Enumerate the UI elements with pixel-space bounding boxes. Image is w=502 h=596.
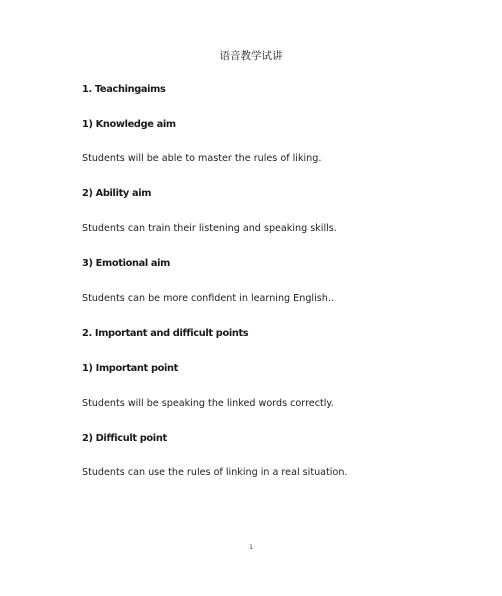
paragraph-ability-aim: Students can train their listening and speaking skills.	[82, 223, 337, 234]
heading-knowledge-aim: 1) Knowledge aim	[82, 119, 176, 130]
heading-important-difficult: 2. Important and difficult points	[82, 328, 249, 339]
page-number: 1	[249, 544, 253, 551]
paragraph-emotional-aim: Students can be more confident in learning English..	[82, 293, 334, 304]
document-title: 语音教学试讲	[219, 50, 283, 62]
heading-difficult-point: 2) Difficult point	[82, 433, 167, 444]
heading-ability-aim: 2) Ability aim	[82, 188, 152, 199]
paragraph-important-point: Students will be speaking the linked words correctly.	[82, 398, 334, 409]
heading-important-point: 1) Important point	[82, 363, 178, 374]
heading-teaching-aims: 1. Teachingaims	[82, 84, 166, 95]
paragraph-knowledge-aim: Students will be able to master the rules of liking.	[82, 153, 322, 164]
paragraph-difficult-point: Students can use the rules of linking in a real situation.	[82, 467, 348, 478]
heading-emotional-aim: 3) Emotional aim	[82, 258, 171, 269]
